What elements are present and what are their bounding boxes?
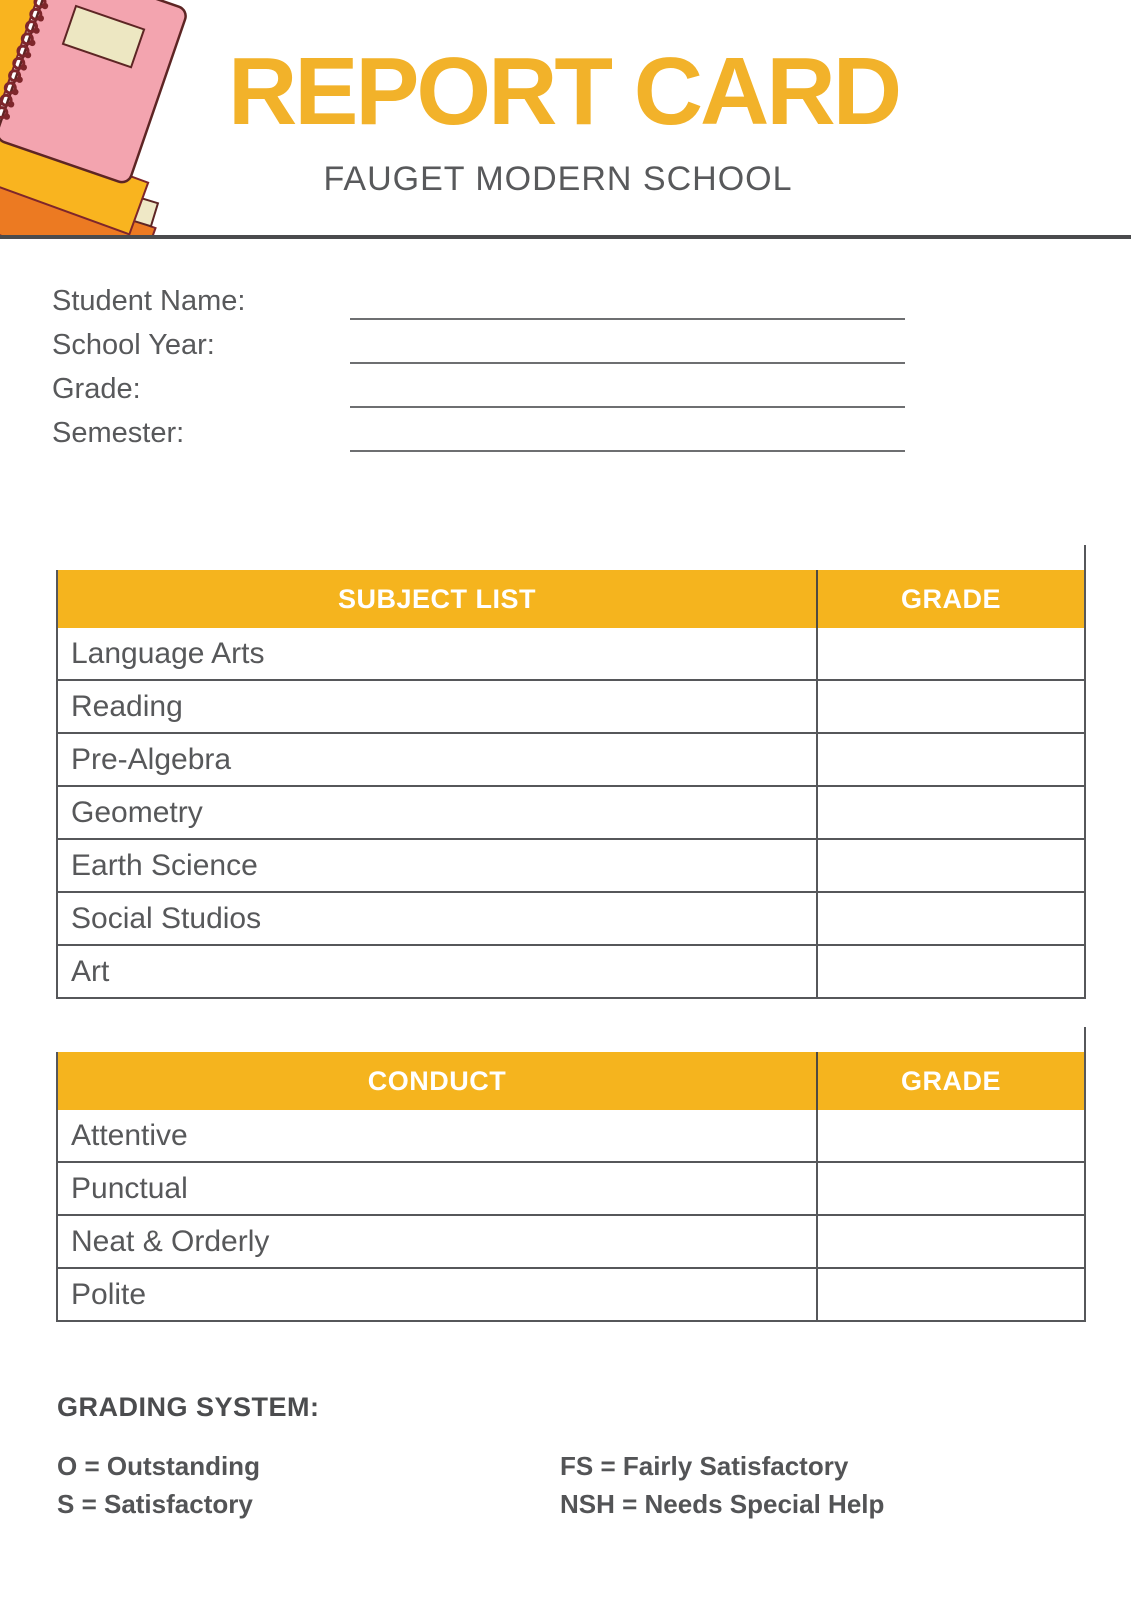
- legend-item-fairly-satisfactory: FS = Fairly Satisfactory: [560, 1451, 849, 1481]
- subject-cell: Social Studios: [58, 893, 818, 944]
- grading-system-section: [57, 1392, 1077, 1521]
- header-divider: [0, 235, 1131, 239]
- grade-row: [52, 369, 905, 413]
- subject-list-header: SUBJECT LIST: [58, 570, 818, 628]
- legend-item-satisfactory: S = Satisfactory: [57, 1489, 253, 1519]
- conduct-cell: Neat & Orderly: [58, 1216, 818, 1267]
- conduct-header: CONDUCT: [58, 1052, 818, 1110]
- subject-grade-cell[interactable]: [818, 734, 1084, 785]
- conduct-grade-cell[interactable]: [818, 1163, 1084, 1214]
- table-row: [56, 1163, 1086, 1216]
- subject-grade-cell[interactable]: [818, 840, 1084, 891]
- legend-item-needs-special-help: NSH = Needs Special Help: [560, 1489, 885, 1519]
- semester-row: [52, 413, 905, 457]
- subject-grade-cell[interactable]: [818, 893, 1084, 944]
- conduct-cell: Attentive: [58, 1110, 818, 1161]
- conduct-grade-cell[interactable]: [818, 1216, 1084, 1267]
- table-row: [56, 734, 1086, 787]
- table-row: [56, 628, 1086, 681]
- table-row: [56, 946, 1086, 999]
- notebooks-illustration: [0, 0, 235, 235]
- school-name: FAUGET MODERN SCHOOL: [323, 160, 793, 198]
- table-row: [56, 1269, 1086, 1322]
- student-name-line[interactable]: [350, 318, 905, 320]
- subject-grade-cell[interactable]: [818, 946, 1084, 997]
- subject-cell: Reading: [58, 681, 818, 732]
- school-year-label: School Year:: [52, 329, 215, 361]
- grading-system-heading: GRADING SYSTEM:: [57, 1392, 320, 1422]
- semester-line[interactable]: [350, 450, 905, 452]
- subject-grade-cell[interactable]: [818, 681, 1084, 732]
- conduct-table: [56, 1052, 1086, 1322]
- table-row: [56, 787, 1086, 840]
- semester-label: Semester:: [52, 417, 185, 449]
- subject-cell: Pre-Algebra: [58, 734, 818, 785]
- header: [228, 38, 900, 199]
- grade-label: Grade:: [52, 373, 141, 405]
- subject-cell: Language Arts: [58, 628, 818, 679]
- student-info-section: [52, 281, 905, 457]
- school-year-row: [52, 325, 905, 369]
- legend-item-outstanding: O = Outstanding: [57, 1451, 260, 1481]
- student-name-row: [52, 281, 905, 325]
- grade-header: GRADE: [900, 1065, 1001, 1096]
- subject-table: [56, 570, 1086, 999]
- subject-cell: Geometry: [58, 787, 818, 838]
- table-row: [56, 1110, 1086, 1163]
- subject-table-header: [56, 570, 1086, 628]
- conduct-grade-cell[interactable]: [818, 1110, 1084, 1161]
- table-right-border-overhang: [1084, 545, 1086, 570]
- page-title: REPORT CARD: [228, 38, 900, 145]
- conduct-grade-cell[interactable]: [818, 1269, 1084, 1320]
- table-row: [56, 893, 1086, 946]
- grade-line[interactable]: [350, 406, 905, 408]
- subject-cell: Earth Science: [58, 840, 818, 891]
- conduct-table-header: [56, 1052, 1086, 1110]
- conduct-cell: Punctual: [58, 1163, 818, 1214]
- grade-header: GRADE: [900, 583, 1001, 614]
- table-row: [56, 1216, 1086, 1269]
- subject-grade-cell[interactable]: [818, 787, 1084, 838]
- student-name-label: Student Name:: [52, 285, 246, 317]
- table-right-border-overhang: [1084, 1027, 1086, 1052]
- grading-legend: [57, 1449, 1077, 1521]
- table-row: [56, 681, 1086, 734]
- subject-cell: Art: [58, 946, 818, 997]
- subject-grade-cell[interactable]: [818, 628, 1084, 679]
- table-row: [56, 840, 1086, 893]
- conduct-cell: Polite: [58, 1269, 818, 1320]
- school-year-line[interactable]: [350, 362, 905, 364]
